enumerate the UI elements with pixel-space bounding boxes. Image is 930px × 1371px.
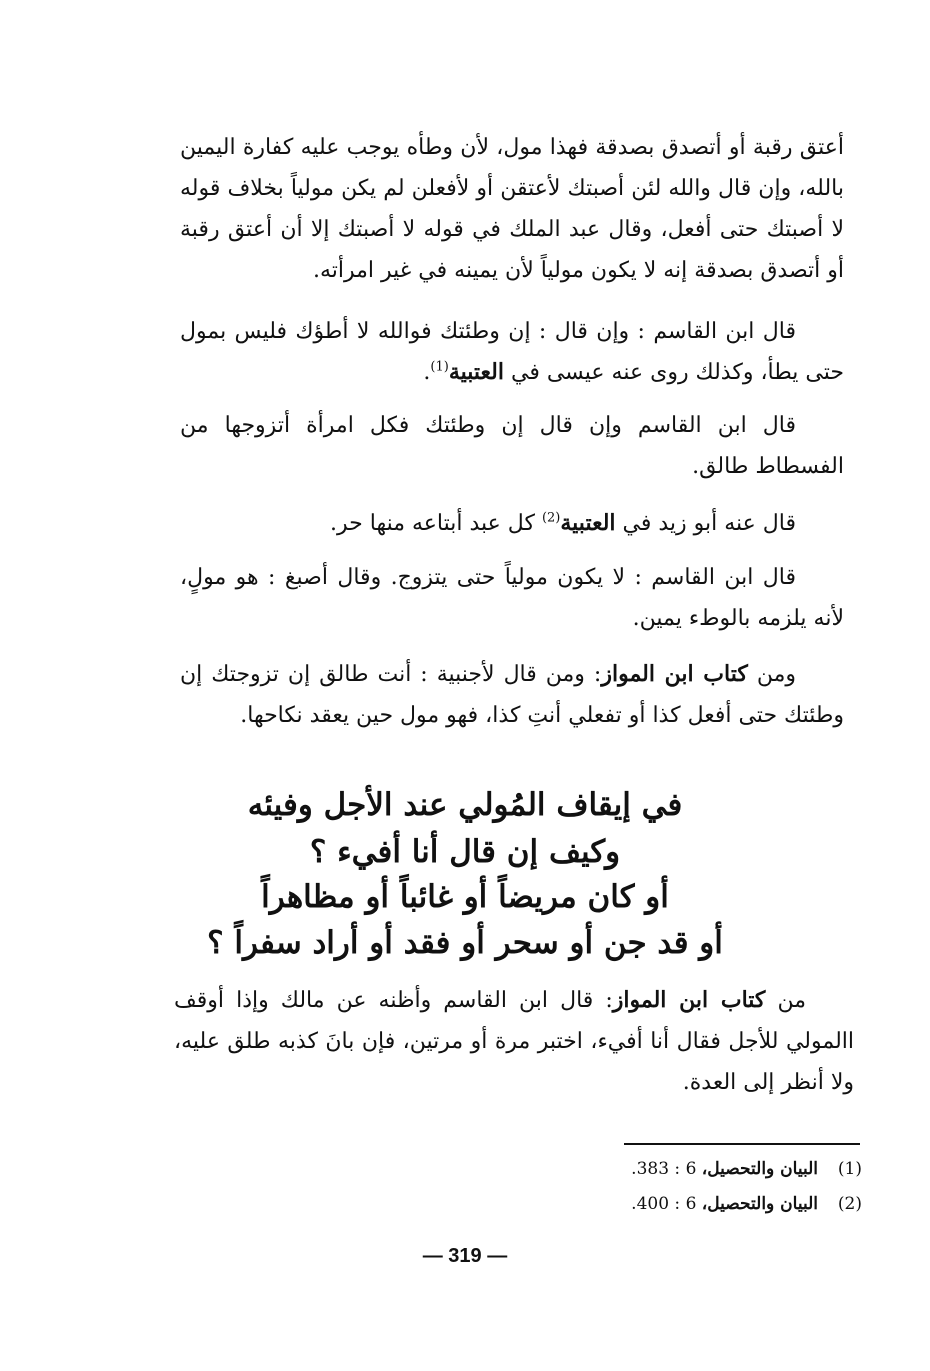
paragraph-4-end: كل عبد أبتاعه منها حر. xyxy=(330,511,542,536)
paragraph-3-text: قال ابن القاسم وإن قال إن وطئتك فكل امرأة أتزوجها من الفسطاط طالق. xyxy=(180,413,844,479)
paragraph-1 xyxy=(180,127,844,291)
footnote-ref-2: (2) xyxy=(541,510,561,526)
section-heading-line-4: أو قد جن أو سحر أو فقد أو أراد سفراً ؟ xyxy=(207,925,723,961)
paragraph-2-text: قال ابن القاسم : وإن قال : إن وطئتك فوالله لا أطؤك فليس بمول حتى يطأ، وكذلك روى عنه عيسى في xyxy=(180,319,844,385)
footnote-2-ref: 6 : 400. xyxy=(631,1194,697,1214)
footnote-1-ref: 6 : 383. xyxy=(631,1159,697,1179)
footnote-ref-1: (1) xyxy=(430,359,449,375)
footnote-1-number: (1) xyxy=(837,1159,862,1179)
paragraph-1-text: أعتق رقبة أو أتصدق بصدقة فهذا مول، لأن وطأه يوجب عليه كفارة اليمين بالله، وإن قال والله لئن أصبتك لأعتقن أو لأفعلن لم يكن مولياً بخلاف قوله لا أصبتك حتى أفعل، وقال عبد الملك في قوله لا أصبتك إلا أن أعتق رقبة أو أتصدق بصدقة إنه لا يكون مولياً لأن يمينه في غير امرأته. xyxy=(180,135,844,283)
page-number: — 319 — xyxy=(422,1245,508,1267)
paragraph-7 xyxy=(174,980,854,1103)
footnote-1 xyxy=(462,1155,862,1183)
footnote-divider xyxy=(624,1143,860,1145)
paragraph-2 xyxy=(180,311,844,393)
paragraph-4-bold-term: العتبية xyxy=(560,510,616,536)
footnote-2 xyxy=(462,1190,862,1218)
section-heading-line-3: أو كان مريضاً أو غائباً أو مظاهراً xyxy=(261,879,669,915)
paragraph-6-bold-source: كتاب ابن المواز xyxy=(601,661,748,687)
paragraph-6-rest: : ومن قال لأجنبية : أنت طالق إن تزوجتك إن وطئتك حتى أفعل كذا أو تفعلي أنتِ كذا، فهو مول حين يعقد نكاحها. xyxy=(180,662,844,728)
section-heading-line-2: وكيف إن قال أنا أفيء ؟ xyxy=(309,834,621,870)
paragraph-6 xyxy=(180,654,844,736)
footnote-2-source: البيان والتحصيل، xyxy=(701,1194,818,1214)
paragraph-5-text: قال ابن القاسم : لا يكون مولياً حتى يتزوج. وقال أصبغ : هو مولٍ، لأنه يلزمه بالوطء يمين. xyxy=(180,565,844,631)
paragraph-7-text: من xyxy=(765,988,806,1013)
paragraph-5 xyxy=(180,557,844,639)
paragraph-2-end: . xyxy=(423,360,431,385)
paragraph-4-text: قال عنه أبو زيد في xyxy=(615,511,796,536)
paragraph-6-text: ومن xyxy=(747,662,796,687)
footnote-1-source: البيان والتحصيل، xyxy=(701,1159,818,1179)
paragraph-7-rest: : قال ابن القاسم وأظنه عن مالك وإذا أوقف االمولي للأجل فقال أنا أفيء، اختبر مرة أو مرتين، فإن بانَ كذبه طلق عليه، ولا أنظر إلى العدة. xyxy=(174,988,854,1095)
section-heading-line-1: في إيقاف المُولي عند الأجل وفيئه xyxy=(247,787,683,823)
footnote-2-number: (2) xyxy=(837,1194,862,1214)
paragraph-7-bold-source: كتاب ابن المواز xyxy=(612,987,766,1013)
paragraph-4 xyxy=(180,503,844,544)
paragraph-3 xyxy=(180,405,844,487)
paragraph-2-bold-term: العتبية xyxy=(448,359,504,385)
